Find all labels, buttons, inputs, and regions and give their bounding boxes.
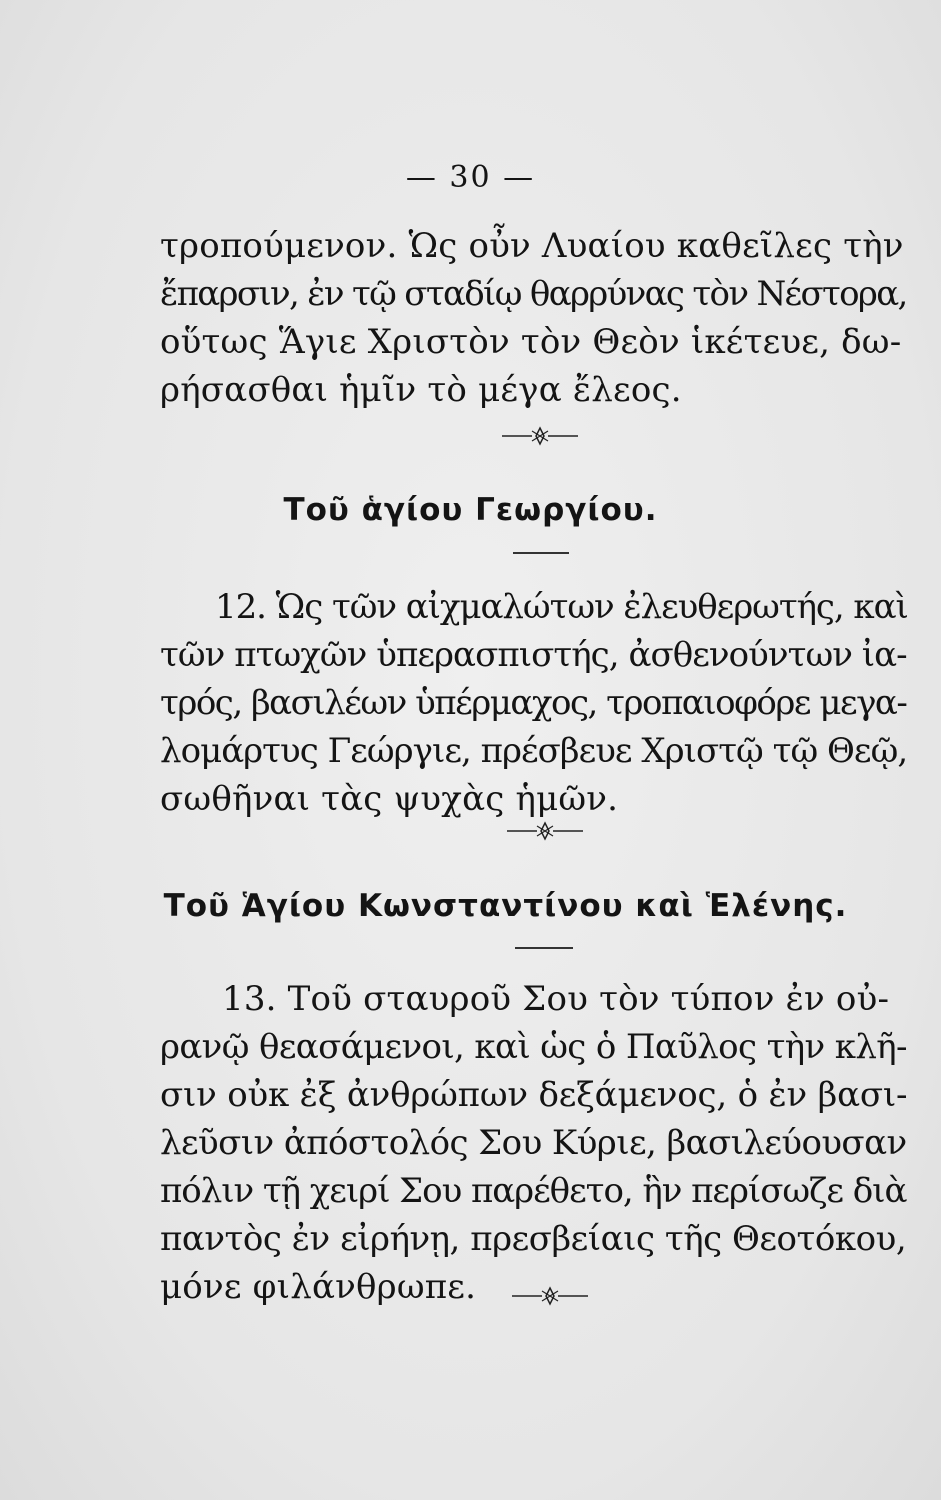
heading-rule <box>513 552 569 554</box>
text-line: μόνε φιλάνθρωπε. <box>160 1267 477 1307</box>
ornament-divider <box>505 820 585 842</box>
text-line: 13. Τοῦ σταυροῦ Σου τὸν τύπον ἐν οὐ- <box>222 979 890 1019</box>
paragraph-intro <box>160 222 915 414</box>
section-heading-george: Τοῦ ἁγίου Γεωργίου. <box>283 492 658 528</box>
paragraph-constantine <box>160 975 915 1311</box>
text-line: παντὸς ἐν εἰρήνῃ, πρεσβείαις τῆς Θεοτόκου, <box>160 1219 907 1259</box>
section-heading-constantine: Τοῦ Ἁγίου Κωνσταντίνου καὶ Ἑλένης. <box>163 888 848 924</box>
ornament-divider <box>510 1285 590 1307</box>
text-line: σιν οὐκ ἐξ ἀνθρώπων δεξάμενος, ὁ ἐν βασι- <box>160 1075 908 1115</box>
text-line: ἔπαρσιν, ἐν τῷ σταδίῳ θαρρύνας τὸν Νέστορα, <box>160 274 907 314</box>
text-line: λεῦσιν ἀπόστολός Σου Κύριε, βασιλεύουσαν <box>160 1123 907 1163</box>
text-line: ρήσασθαι ἡμῖν τὸ μέγα ἔλεος. <box>160 370 682 410</box>
text-line: τρός, βασιλέων ὑπέρμαχος, τροπαιοφόρε μεγα- <box>160 683 907 723</box>
text-line: πόλιν τῇ χειρί Σου παρέθετο, ἣν περίσωζε διὰ <box>160 1171 907 1211</box>
ornament-divider <box>500 425 580 447</box>
text-line: τροπούμενον. Ὡς οὖν Λυαίου καθεῖλες τὴν <box>160 226 904 266</box>
text-line: σωθῆναι τὰς ψυχὰς ἡμῶν. <box>160 779 619 819</box>
heading-rule <box>515 947 573 949</box>
page-number: — 30 — <box>405 160 536 195</box>
text-line: λομάρτυς Γεώργιε, πρέσβευε Χριστῷ τῷ Θεῷ, <box>160 731 908 771</box>
paragraph-george <box>160 583 915 823</box>
text-line: 12. Ὡς τῶν αἰχμαλώτων ἐλευθερωτής, καὶ <box>215 587 908 627</box>
text-line: τῶν πτωχῶν ὑπερασπιστής, ἀσθενούντων ἰα- <box>160 635 907 675</box>
text-line: ρανῷ θεασάμενοι, καὶ ὡς ὁ Παῦλος τὴν κλῆ- <box>160 1027 907 1067</box>
text-line: οὕτως Ἅγιε Χριστὸν τὸν Θεὸν ἱκέτευε, δω- <box>160 322 902 362</box>
